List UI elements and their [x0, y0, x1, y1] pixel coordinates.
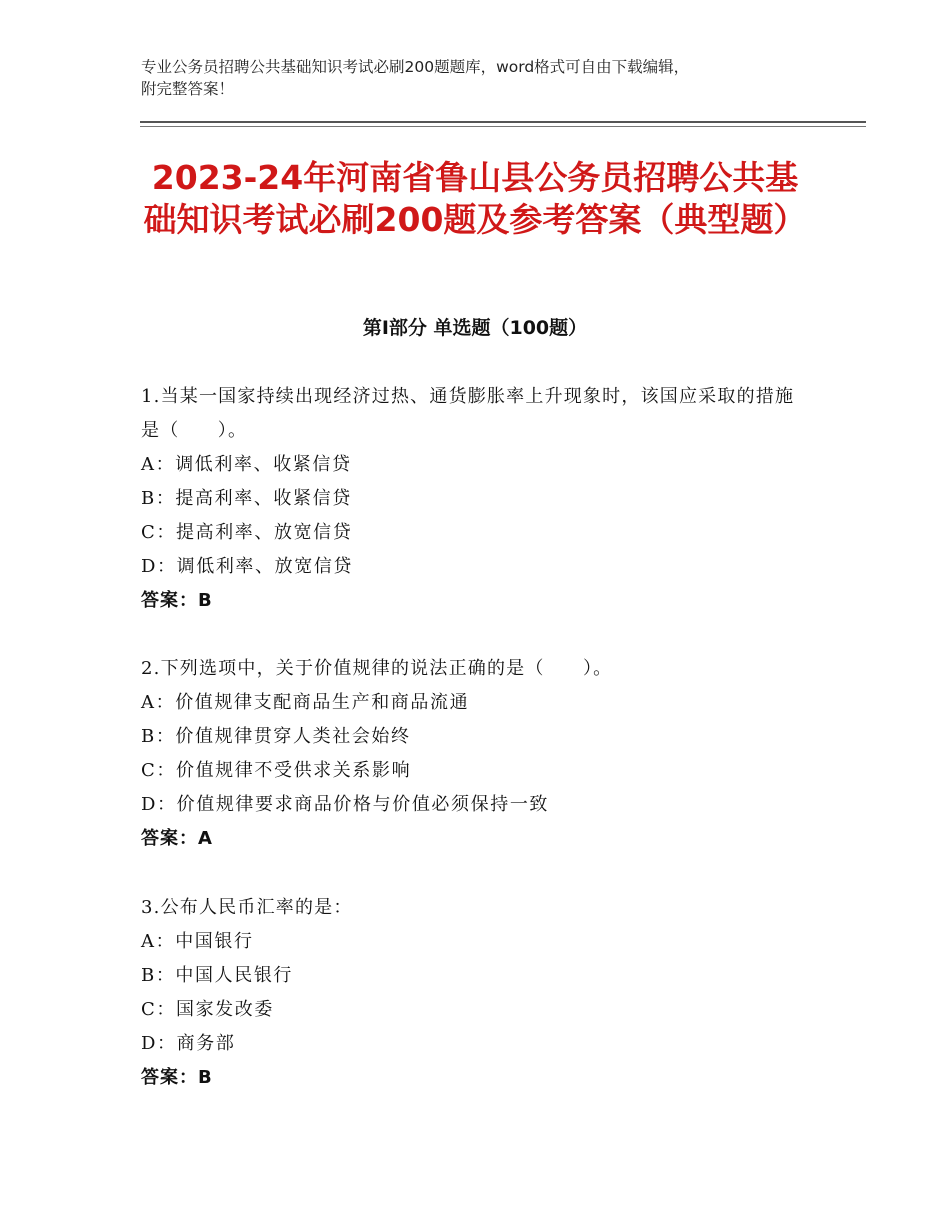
- question-block: [141, 891, 811, 1095]
- option-d: D：调低利率、放宽信贷: [141, 556, 354, 577]
- option-a: A：价值规律支配商品生产和商品流通: [141, 692, 470, 713]
- question-stem: 3.公布人民币汇率的是：: [141, 897, 353, 918]
- question-stem: 1.当某一国家持续出现经济过热、通货膨胀率上升现象时，该国应采取的措施是（ ）。: [141, 386, 795, 441]
- header-note: [141, 56, 841, 100]
- header-note-line: 专业公务员招聘公共基础知识考试必刷200题题库，word格式可自由下载编辑，: [141, 58, 690, 76]
- section-title: 第Ⅰ部分 单选题（100题）: [362, 317, 588, 339]
- question-stem: 2.下列选项中，关于价值规律的说法正确的是（ ）。: [141, 658, 613, 679]
- header-note-line: 附完整答案！: [141, 80, 235, 98]
- question-block: [141, 652, 811, 856]
- option-c: C：价值规律不受供求关系影响: [141, 760, 412, 781]
- option-a: A：调低利率、收紧信贷: [141, 454, 352, 475]
- question-block: [141, 380, 811, 618]
- header-divider-thin: [140, 126, 866, 127]
- option-c: C：国家发改委: [141, 999, 274, 1020]
- option-d: D：商务部: [141, 1033, 236, 1054]
- option-c: C：提高利率、放宽信贷: [141, 522, 353, 543]
- header-divider: [140, 121, 866, 123]
- option-b: B：中国人民银行: [141, 965, 294, 986]
- option-a: A：中国银行: [141, 931, 254, 952]
- answer-label: 答案：A: [141, 828, 213, 849]
- answer-label: 答案：B: [141, 590, 213, 611]
- document-title: 2023-24年河南省鲁山县公务员招聘公共基础知识考试必刷200题及参考答案（典型题）: [143, 158, 807, 239]
- option-d: D：价值规律要求商品价格与价值必须保持一致: [141, 794, 550, 815]
- option-b: B：提高利率、收紧信贷: [141, 488, 352, 509]
- answer-label: 答案：B: [141, 1067, 213, 1088]
- option-b: B：价值规律贯穿人类社会始终: [141, 726, 411, 747]
